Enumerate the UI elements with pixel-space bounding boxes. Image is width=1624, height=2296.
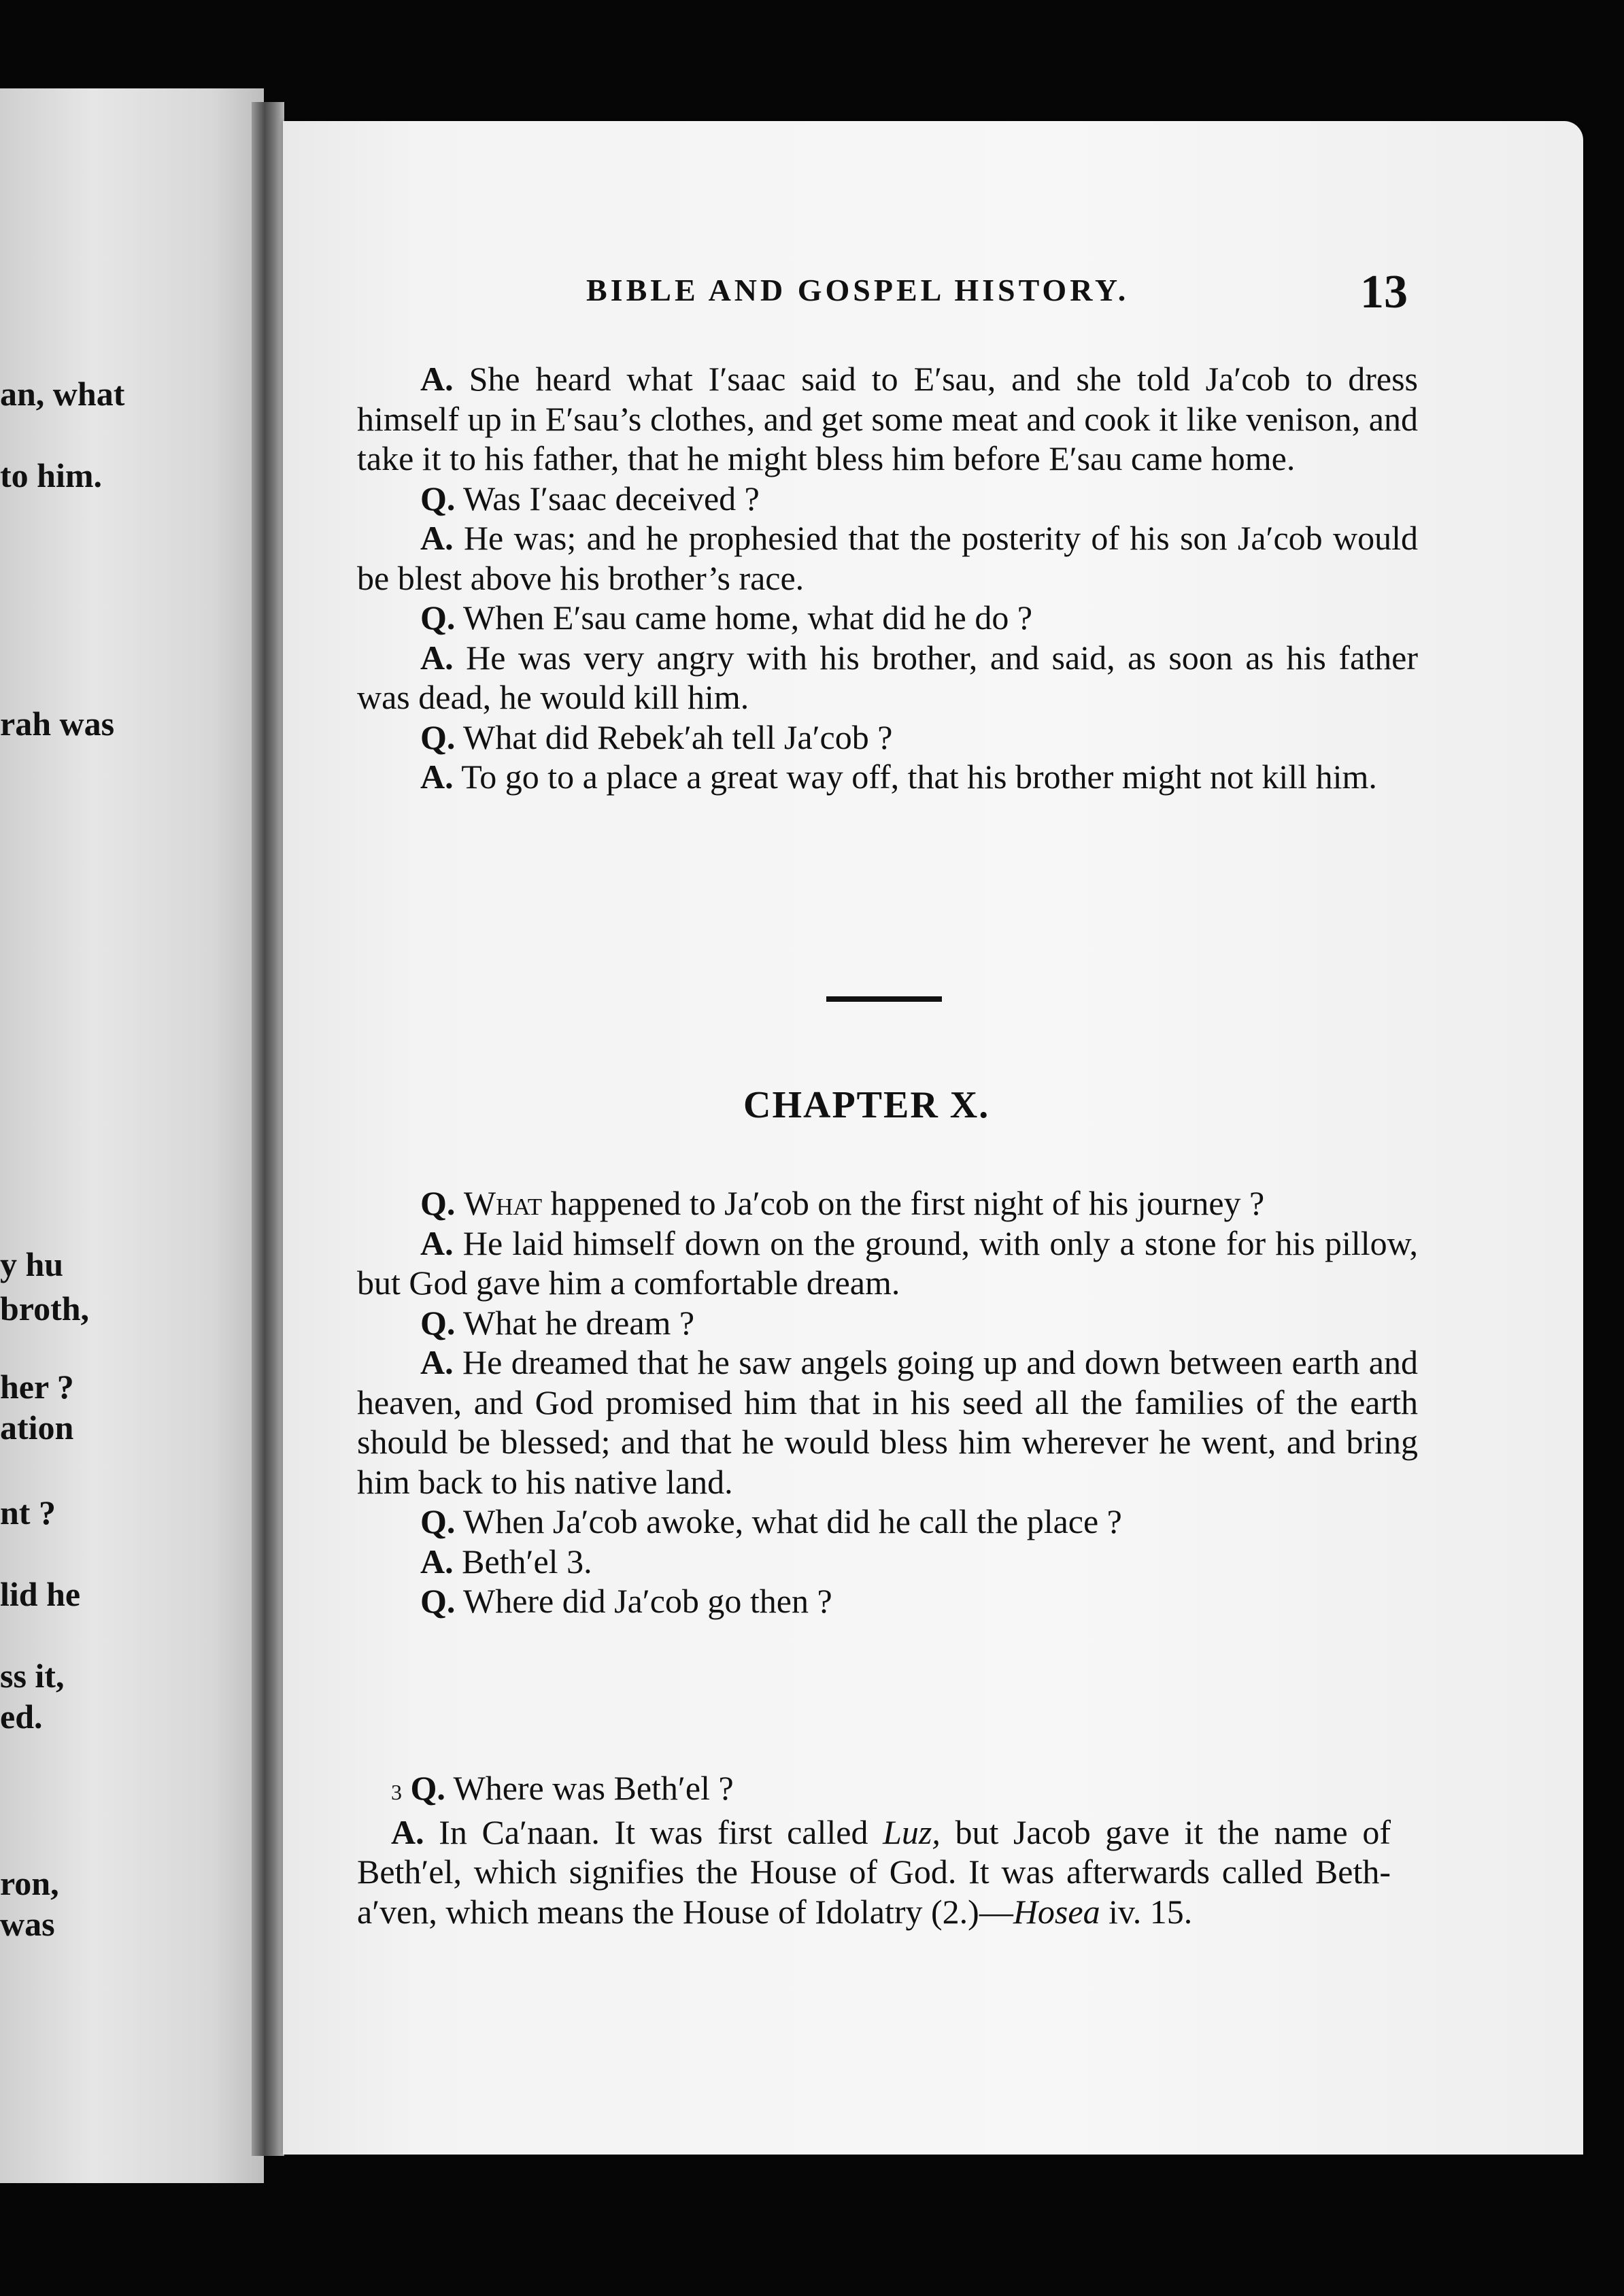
qa-paragraph: Q. When Ja′cob awoke, what did he call the place ? [420, 1502, 1122, 1540]
left-fragment: ss it, [0, 1657, 65, 1695]
qa-paragraph: Q. What he dream ? [420, 1303, 695, 1342]
chapter-heading: CHAPTER X. [743, 1084, 990, 1126]
left-fragment: lid he [0, 1575, 81, 1613]
left-fragment: was [0, 1905, 55, 1943]
book-spine [252, 102, 284, 2156]
left-fragment: ation [0, 1408, 74, 1447]
qa-paragraph: Q. What did Rebek′ah tell Ja′cob ? [420, 718, 893, 756]
running-title: BIBLE AND GOSPEL HISTORY. [586, 273, 1130, 307]
footnote-answer: A. In Ca′naan. It was first called Luz, but Jacob gave it the name of Beth′el, which signifies the House of God. It was afterwards called Beth-a′ven, which means the House of Idolatry (2.)—Hosea iv. 15. [357, 1812, 1391, 1931]
footnote [357, 1768, 1391, 1931]
qa-block-2 [357, 1183, 1418, 1621]
footnote-question: 3 Q. Where was Beth′el ? [391, 1769, 734, 1807]
qa-paragraph: Q. Where did Ja′cob go then ? [420, 1582, 832, 1620]
qa-paragraph: Q. What happened to Ja′cob on the first night of his journey ? [420, 1184, 1265, 1222]
left-fragment: to him. [0, 456, 102, 494]
left-fragment: ed. [0, 1698, 43, 1736]
qa-paragraph: A. He dreamed that he saw angels going up and down between earth and heaven, and God promised him that in his seed all the families of the earth should be blessed; and that he would bless him wherever he went, and bring him back to his native land. [357, 1343, 1418, 1501]
left-fragment: nt ? [0, 1493, 56, 1532]
footnote-marker: 3 [391, 1780, 402, 1804]
left-fragment: her ? [0, 1368, 74, 1406]
left-fragment: y hu [0, 1245, 64, 1283]
qa-paragraph: Q. Was I′saac deceived ? [420, 479, 760, 518]
qa-paragraph: A. He was; and he prophesied that the posterity of his son Ja′cob would be blest above his brother’s race. [357, 519, 1419, 597]
qa-paragraph: A. Beth′el 3. [420, 1542, 592, 1581]
section-divider [826, 996, 942, 1002]
left-fragment: an, what [0, 375, 125, 413]
page-number: 13 [1360, 266, 1408, 318]
qa-paragraph: Q. When E′sau came home, what did he do ? [420, 598, 1033, 637]
qa-block-1 [357, 359, 1418, 797]
left-fragment: ron, [0, 1864, 59, 1902]
left-fragment: broth, [0, 1289, 90, 1328]
left-fragment: rah was [0, 705, 115, 743]
qa-paragraph: A. He laid himself down on the ground, with only a stone for his pillow, but God gave him a comfortable dream. [357, 1223, 1418, 1302]
qa-paragraph: A. She heard what I′saac said to E′sau, and she told Ja′cob to dress himself up in E′sau’s clothes, and get some meat and cook it like venison, and take it to his father, that he might bless him before E′sau came home. [357, 360, 1419, 477]
qa-paragraph: A. He was very angry with his brother, and said, as soon as his father was dead, he would kill him. [357, 638, 1418, 716]
qa-paragraph: A. To go to a place a great way off, that his brother might not kill him. [420, 758, 1377, 796]
